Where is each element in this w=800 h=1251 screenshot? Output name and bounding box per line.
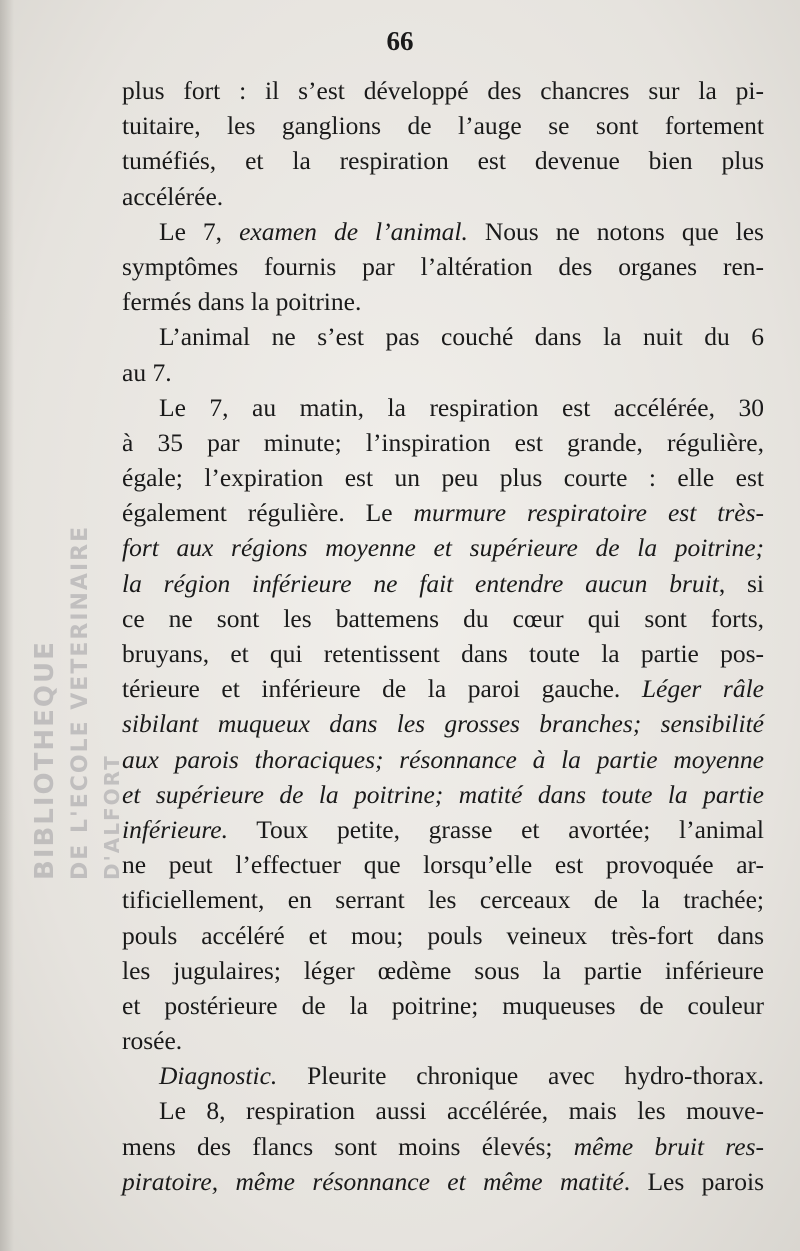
text-line bbox=[122, 249, 764, 284]
text-run: rosée. bbox=[122, 1026, 183, 1056]
text-run: égale; l’expiration est un peu plus courte : elle est bbox=[122, 463, 764, 493]
italic-text: aux parois thoraciques; résonnance à la partie moyenne bbox=[122, 744, 764, 774]
text-line bbox=[122, 1164, 764, 1199]
italic-text: même bruit res- bbox=[573, 1131, 764, 1161]
text-line bbox=[122, 847, 764, 882]
text-run: fermés dans la poitrine. bbox=[122, 287, 362, 317]
italic-text: murmure respiratoire est très- bbox=[413, 498, 764, 528]
text-run: symptômes fournis par l’altération des organes ren- bbox=[122, 251, 764, 281]
text-line bbox=[122, 284, 764, 319]
italic-text: inférieure. bbox=[122, 814, 228, 844]
text-line bbox=[122, 1058, 764, 1093]
italic-text: piratoire, même résonnance et même matité bbox=[122, 1166, 624, 1196]
text-run: également régulière. Le bbox=[122, 498, 414, 528]
text-line bbox=[122, 777, 764, 812]
text-line bbox=[122, 530, 764, 565]
body-text bbox=[122, 73, 764, 1199]
stamp-line: DE L'ECOLE VETERINAIRE bbox=[68, 524, 93, 880]
text-line bbox=[122, 495, 764, 530]
text-line bbox=[122, 143, 764, 178]
text-line bbox=[122, 73, 764, 108]
text-line bbox=[122, 390, 764, 425]
text-line bbox=[122, 1023, 764, 1058]
text-run: térieure et inférieure de la paroi gauche. bbox=[122, 674, 642, 704]
text-run: à 35 par minute; l’inspiration est grande, régulière, bbox=[122, 427, 764, 457]
text-run: tuitaire, les ganglions de l’auge se sont fortement bbox=[122, 111, 764, 141]
text-line bbox=[122, 108, 764, 143]
italic-text: examen de l’animal. bbox=[239, 216, 468, 246]
text-line bbox=[122, 566, 764, 601]
text-line bbox=[122, 882, 764, 917]
text-run: plus fort : il s’est développé des chancres sur la pi- bbox=[122, 76, 764, 105]
stamp-line: D'ALFORT bbox=[100, 754, 124, 880]
text-run: pouls accéléré et mou; pouls veineux très-fort dans bbox=[122, 920, 764, 950]
text-line bbox=[122, 319, 764, 354]
text-run: tuméfiés, et la respiration est devenue bien plus bbox=[122, 146, 764, 176]
italic-text: sibilant muqueux dans les grosses branches; sensibilité bbox=[122, 709, 764, 739]
text-run: accélérée. bbox=[122, 181, 224, 211]
italic-text: Léger râle bbox=[641, 674, 764, 704]
text-line bbox=[122, 1129, 764, 1164]
text-line bbox=[122, 214, 764, 249]
stamp-line: BIBLIOTHEQUE bbox=[30, 640, 60, 880]
text-line bbox=[122, 636, 764, 671]
text-run: ne peut l’effectuer que lorsqu’elle est provoquée ar- bbox=[122, 850, 764, 880]
text-line bbox=[122, 1093, 764, 1128]
text-run: Pleurite chronique avec hydro-thorax. bbox=[277, 1061, 764, 1091]
text-run: Le 8, respiration aussi accélérée, mais les mouve- bbox=[159, 1096, 764, 1126]
text-run: au 7. bbox=[122, 357, 172, 387]
text-run: bruyans, et qui retentissent dans toute la partie pos- bbox=[122, 639, 764, 668]
italic-text: fort aux régions moyenne et supérieure de la poitrine; bbox=[122, 533, 764, 563]
text-line bbox=[122, 742, 764, 777]
text-run: Toux petite, grasse et avortée; l’animal bbox=[227, 814, 764, 844]
library-stamp bbox=[20, 480, 130, 880]
text-run: L’animal ne s’est pas couché dans la nuit du 6 bbox=[159, 322, 764, 352]
text-run: tificiellement, en serrant les cerceaux de la trachée; bbox=[122, 885, 764, 915]
page-edge-shadow bbox=[0, 0, 14, 1251]
text-run: mens des flancs sont moins élevés; bbox=[122, 1131, 574, 1161]
page-number: 66 bbox=[386, 26, 414, 56]
italic-text: la région inférieure ne fait entendre aucun bruit bbox=[122, 568, 719, 598]
text-run: . Les parois bbox=[623, 1166, 765, 1196]
text-line bbox=[122, 601, 764, 636]
text-line bbox=[122, 706, 764, 741]
text-line bbox=[122, 918, 764, 953]
text-run: , si bbox=[718, 568, 764, 598]
text-line bbox=[122, 953, 764, 988]
text-run: les jugulaires; léger œdème sous la partie inférieure bbox=[122, 955, 764, 985]
text-run: ce ne sont les battemens du cœur qui sont forts, bbox=[122, 603, 764, 633]
text-run: Le 7, au matin, la respiration est accélérée, 30 bbox=[159, 392, 764, 422]
text-line bbox=[122, 988, 764, 1023]
text-run: Nous ne notons que les bbox=[467, 216, 764, 246]
italic-text: Diagnostic. bbox=[159, 1061, 278, 1091]
text-line bbox=[122, 460, 764, 495]
text-run: Le 7, bbox=[159, 216, 240, 246]
text-line bbox=[122, 812, 764, 847]
text-line bbox=[122, 425, 764, 460]
text-line bbox=[122, 179, 764, 214]
italic-text: et supérieure de la poitrine; matité dans toute la partie bbox=[122, 779, 764, 809]
text-line bbox=[122, 671, 764, 706]
text-run: et postérieure de la poitrine; muqueuses de couleur bbox=[122, 990, 764, 1020]
text-line bbox=[122, 355, 764, 390]
